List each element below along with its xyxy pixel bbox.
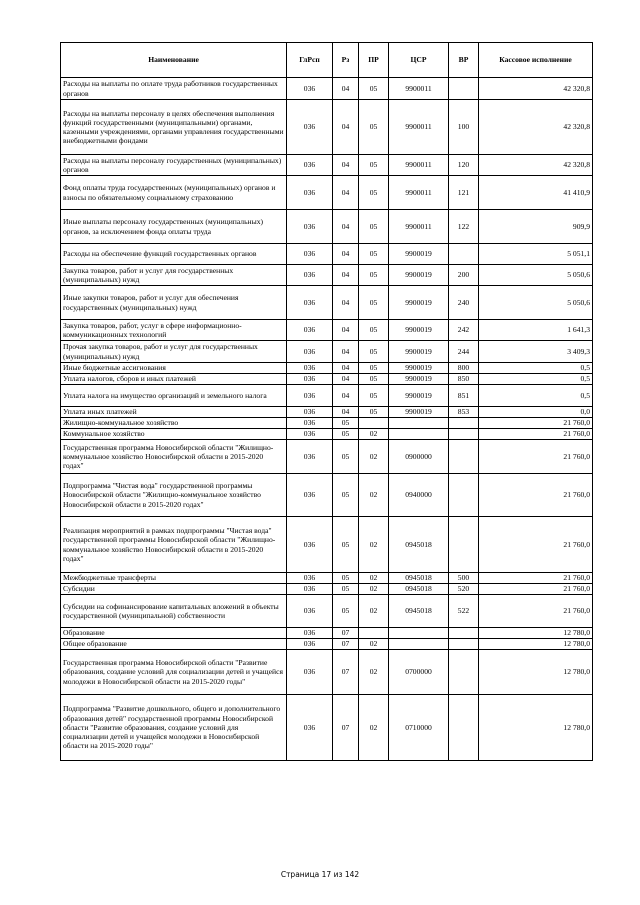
cell-pr: 05 <box>359 374 389 385</box>
table-row <box>61 341 593 363</box>
cell-name: Государственная программа Новосибирской области "Жилищно-коммунальное хозяйство Новосибирской области в 2015-2020 годах" <box>61 440 287 474</box>
cell-glrsp: 036 <box>287 429 333 440</box>
cell-vr: 851 <box>449 385 479 407</box>
cell-rz: 05 <box>333 573 359 584</box>
cell-pr <box>359 418 389 429</box>
cell-csr: 9900019 <box>389 286 449 320</box>
cell-csr: 9900019 <box>389 341 449 363</box>
cell-vr: 522 <box>449 595 479 628</box>
cell-vr <box>449 650 479 695</box>
cell-pr: 02 <box>359 639 389 650</box>
cell-glrsp: 036 <box>287 474 333 517</box>
cell-name: Расходы на выплаты по оплате труда работников государственных органов <box>61 78 287 100</box>
cell-sum: 0,0 <box>479 407 593 418</box>
cell-rz: 04 <box>333 320 359 341</box>
cell-name: Межбюджетные трансферты <box>61 573 287 584</box>
cell-pr: 05 <box>359 155 389 176</box>
cell-pr: 05 <box>359 320 389 341</box>
cell-vr <box>449 244 479 265</box>
cell-glrsp: 036 <box>287 320 333 341</box>
table-row <box>61 650 593 695</box>
cell-sum: 42 320,8 <box>479 100 593 155</box>
table-row <box>61 584 593 595</box>
cell-glrsp: 036 <box>287 341 333 363</box>
cell-pr: 05 <box>359 244 389 265</box>
table-row <box>61 265 593 286</box>
cell-csr: 0945018 <box>389 573 449 584</box>
cell-name: Уплата налогов, сборов и иных платежей <box>61 374 287 385</box>
cell-vr <box>449 440 479 474</box>
cell-rz: 07 <box>333 695 359 761</box>
table-row <box>61 639 593 650</box>
cell-name: Жилищно-коммунальное хозяйство <box>61 418 287 429</box>
cell-rz: 07 <box>333 650 359 695</box>
cell-vr: 853 <box>449 407 479 418</box>
cell-csr: 9900011 <box>389 100 449 155</box>
cell-glrsp: 036 <box>287 650 333 695</box>
cell-sum: 0,5 <box>479 374 593 385</box>
cell-csr: 0940000 <box>389 474 449 517</box>
cell-vr: 800 <box>449 363 479 374</box>
table-row <box>61 474 593 517</box>
cell-vr <box>449 695 479 761</box>
cell-glrsp: 036 <box>287 210 333 244</box>
cell-rz: 04 <box>333 265 359 286</box>
cell-csr: 9900019 <box>389 374 449 385</box>
cell-vr <box>449 418 479 429</box>
cell-csr: 9900011 <box>389 155 449 176</box>
cell-rz: 04 <box>333 78 359 100</box>
table-row <box>61 363 593 374</box>
cell-vr <box>449 628 479 639</box>
cell-glrsp: 036 <box>287 176 333 210</box>
cell-csr <box>389 639 449 650</box>
cell-csr: 0900000 <box>389 440 449 474</box>
cell-pr: 05 <box>359 407 389 418</box>
cell-sum: 21 760,0 <box>479 429 593 440</box>
cell-pr: 05 <box>359 363 389 374</box>
cell-rz: 05 <box>333 595 359 628</box>
table-row <box>61 517 593 573</box>
cell-rz: 04 <box>333 155 359 176</box>
cell-csr: 9900019 <box>389 265 449 286</box>
cell-sum: 21 760,0 <box>479 474 593 517</box>
cell-pr: 05 <box>359 286 389 320</box>
header-glrsp: ГлРсп <box>287 43 333 78</box>
table-row <box>61 429 593 440</box>
cell-name: Субсидии <box>61 584 287 595</box>
table-row <box>61 244 593 265</box>
cell-pr: 05 <box>359 210 389 244</box>
table-row <box>61 385 593 407</box>
cell-pr: 02 <box>359 474 389 517</box>
cell-sum: 21 760,0 <box>479 440 593 474</box>
cell-csr: 9900019 <box>389 407 449 418</box>
cell-pr: 02 <box>359 584 389 595</box>
cell-rz: 04 <box>333 363 359 374</box>
table-row <box>61 286 593 320</box>
cell-glrsp: 036 <box>287 584 333 595</box>
cell-rz: 04 <box>333 286 359 320</box>
cell-rz: 04 <box>333 385 359 407</box>
page-footer: Страница 17 из 142 <box>280 870 360 879</box>
cell-vr: 100 <box>449 100 479 155</box>
cell-vr: 244 <box>449 341 479 363</box>
cell-vr: 122 <box>449 210 479 244</box>
cell-name: Уплата налога на имущество организаций и земельного налога <box>61 385 287 407</box>
cell-glrsp: 036 <box>287 573 333 584</box>
cell-sum: 42 320,8 <box>479 78 593 100</box>
cell-rz: 05 <box>333 440 359 474</box>
cell-rz: 04 <box>333 244 359 265</box>
cell-sum: 21 760,0 <box>479 584 593 595</box>
cell-sum: 21 760,0 <box>479 595 593 628</box>
cell-csr: 9900019 <box>389 320 449 341</box>
cell-csr <box>389 418 449 429</box>
cell-rz: 04 <box>333 341 359 363</box>
cell-pr: 02 <box>359 573 389 584</box>
cell-rz: 04 <box>333 210 359 244</box>
table-row <box>61 628 593 639</box>
cell-glrsp: 036 <box>287 639 333 650</box>
cell-glrsp: 036 <box>287 695 333 761</box>
cell-glrsp: 036 <box>287 628 333 639</box>
cell-pr <box>359 628 389 639</box>
cell-name: Образование <box>61 628 287 639</box>
cell-vr: 120 <box>449 155 479 176</box>
cell-rz: 04 <box>333 407 359 418</box>
table-row <box>61 418 593 429</box>
cell-pr: 05 <box>359 78 389 100</box>
cell-csr: 9900019 <box>389 385 449 407</box>
cell-glrsp: 036 <box>287 595 333 628</box>
cell-csr: 9900011 <box>389 210 449 244</box>
cell-csr: 0710000 <box>389 695 449 761</box>
cell-csr: 0700000 <box>389 650 449 695</box>
cell-name: Субсидии на софинансирование капитальных вложений в объекты государственной (муниципальной) собственности <box>61 595 287 628</box>
cell-vr: 121 <box>449 176 479 210</box>
cell-sum: 12 780,0 <box>479 628 593 639</box>
header-vr: ВР <box>449 43 479 78</box>
cell-rz: 05 <box>333 474 359 517</box>
cell-pr: 05 <box>359 176 389 210</box>
cell-sum: 5 050,6 <box>479 265 593 286</box>
cell-sum: 12 780,0 <box>479 650 593 695</box>
cell-name: Подпрограмма "Чистая вода" государственной программы Новосибирской области "Жилищно-коммунальное хозяйство Новосибирской области в 2015-2020 годах" <box>61 474 287 517</box>
cell-sum: 909,9 <box>479 210 593 244</box>
table-header-row <box>61 43 593 78</box>
cell-glrsp: 036 <box>287 517 333 573</box>
cell-sum: 12 780,0 <box>479 695 593 761</box>
cell-pr: 02 <box>359 440 389 474</box>
cell-csr <box>389 429 449 440</box>
cell-name: Закупка товаров, работ, услуг в сфере информационно-коммуникационных технологий <box>61 320 287 341</box>
table-row <box>61 595 593 628</box>
header-rz: Рз <box>333 43 359 78</box>
cell-csr: 0945018 <box>389 517 449 573</box>
cell-name: Общее образование <box>61 639 287 650</box>
cell-sum: 41 410,9 <box>479 176 593 210</box>
cell-pr: 02 <box>359 429 389 440</box>
cell-sum: 5 051,1 <box>479 244 593 265</box>
cell-sum: 0,5 <box>479 385 593 407</box>
cell-glrsp: 036 <box>287 418 333 429</box>
cell-pr: 02 <box>359 695 389 761</box>
cell-vr: 240 <box>449 286 479 320</box>
cell-rz: 05 <box>333 429 359 440</box>
cell-name: Расходы на обеспечение функций государственных органов <box>61 244 287 265</box>
table-row <box>61 210 593 244</box>
cell-glrsp: 036 <box>287 78 333 100</box>
cell-name: Расходы на выплаты персоналу в целях обеспечения выполнения функций государственными (муниципальными) органами, казенными учреждениями, органами управления государственными внебюджетными фондами <box>61 100 287 155</box>
cell-pr: 02 <box>359 650 389 695</box>
cell-glrsp: 036 <box>287 286 333 320</box>
cell-name: Реализация мероприятий в рамках подпрограммы "Чистая вода" государственной программы Новосибирской области "Жилищно-коммунальное хозяйство Новосибирской области в 2015-2020 годах" <box>61 517 287 573</box>
header-cash-execution: Кассовое исполнение <box>479 43 593 78</box>
cell-name: Государственная программа Новосибирской области "Развитие образования, создание условий для социализации детей и учащейся молодежи в Новосибирской области на 2015-2020 годы" <box>61 650 287 695</box>
cell-sum: 3 409,3 <box>479 341 593 363</box>
table-row <box>61 155 593 176</box>
table-body <box>61 78 593 761</box>
cell-glrsp: 036 <box>287 407 333 418</box>
table-row <box>61 176 593 210</box>
cell-pr: 05 <box>359 385 389 407</box>
cell-sum: 42 320,8 <box>479 155 593 176</box>
cell-glrsp: 036 <box>287 244 333 265</box>
table-row <box>61 78 593 100</box>
cell-csr: 9900019 <box>389 363 449 374</box>
cell-rz: 04 <box>333 176 359 210</box>
cell-name: Прочая закупка товаров, работ и услуг для государственных (муниципальных) нужд <box>61 341 287 363</box>
cell-vr: 242 <box>449 320 479 341</box>
budget-table <box>60 42 593 761</box>
cell-rz: 05 <box>333 517 359 573</box>
cell-vr <box>449 639 479 650</box>
cell-name: Иные закупки товаров, работ и услуг для обеспечения государственных (муниципальных) нужд <box>61 286 287 320</box>
cell-rz: 04 <box>333 374 359 385</box>
cell-glrsp: 036 <box>287 363 333 374</box>
cell-glrsp: 036 <box>287 374 333 385</box>
cell-pr: 05 <box>359 265 389 286</box>
cell-sum: 21 760,0 <box>479 573 593 584</box>
cell-sum: 21 760,0 <box>479 517 593 573</box>
cell-vr <box>449 517 479 573</box>
cell-pr: 02 <box>359 595 389 628</box>
cell-name: Расходы на выплаты персоналу государственных (муниципальных) органов <box>61 155 287 176</box>
cell-glrsp: 036 <box>287 100 333 155</box>
cell-glrsp: 036 <box>287 440 333 474</box>
cell-vr: 200 <box>449 265 479 286</box>
cell-csr: 9900011 <box>389 78 449 100</box>
cell-pr: 05 <box>359 341 389 363</box>
cell-vr: 500 <box>449 573 479 584</box>
cell-vr <box>449 429 479 440</box>
cell-name: Иные бюджетные ассигнования <box>61 363 287 374</box>
cell-csr: 9900019 <box>389 244 449 265</box>
cell-rz: 07 <box>333 628 359 639</box>
cell-glrsp: 036 <box>287 155 333 176</box>
cell-vr <box>449 474 479 517</box>
cell-name: Иные выплаты персоналу государственных (муниципальных) органов, за исключением фонда оплаты труда <box>61 210 287 244</box>
cell-csr: 0945018 <box>389 584 449 595</box>
cell-rz: 04 <box>333 100 359 155</box>
cell-vr: 850 <box>449 374 479 385</box>
cell-sum: 5 050,6 <box>479 286 593 320</box>
cell-sum: 21 760,0 <box>479 418 593 429</box>
cell-name: Подпрограмма "Развитие дошкольного, общего и дополнительного образования детей" государственной программы Новосибирской области "Развитие образования, создание условий для социализации детей и учащейся молодежи в Новосибирской области на 2015-2020 годы" <box>61 695 287 761</box>
cell-vr: 520 <box>449 584 479 595</box>
cell-glrsp: 036 <box>287 385 333 407</box>
table-row <box>61 100 593 155</box>
cell-rz: 05 <box>333 584 359 595</box>
cell-rz: 05 <box>333 418 359 429</box>
header-name: Наименование <box>61 43 287 78</box>
table-row <box>61 320 593 341</box>
cell-csr: 0945018 <box>389 595 449 628</box>
cell-sum: 12 780,0 <box>479 639 593 650</box>
cell-csr <box>389 628 449 639</box>
cell-name: Уплата иных платежей <box>61 407 287 418</box>
cell-pr: 05 <box>359 100 389 155</box>
cell-name: Закупка товаров, работ и услуг для государственных (муниципальных) нужд <box>61 265 287 286</box>
table-row <box>61 374 593 385</box>
header-pr: ПР <box>359 43 389 78</box>
table-row <box>61 440 593 474</box>
cell-vr <box>449 78 479 100</box>
cell-sum: 0,5 <box>479 363 593 374</box>
table-row <box>61 573 593 584</box>
cell-sum: 1 641,3 <box>479 320 593 341</box>
cell-name: Коммунальное хозяйство <box>61 429 287 440</box>
table-row <box>61 695 593 761</box>
header-csr: ЦСР <box>389 43 449 78</box>
cell-pr: 02 <box>359 517 389 573</box>
table-row <box>61 407 593 418</box>
cell-name: Фонд оплаты труда государственных (муниципальных) органов и взносы по обязательному социальному страхованию <box>61 176 287 210</box>
cell-glrsp: 036 <box>287 265 333 286</box>
cell-csr: 9900011 <box>389 176 449 210</box>
cell-rz: 07 <box>333 639 359 650</box>
